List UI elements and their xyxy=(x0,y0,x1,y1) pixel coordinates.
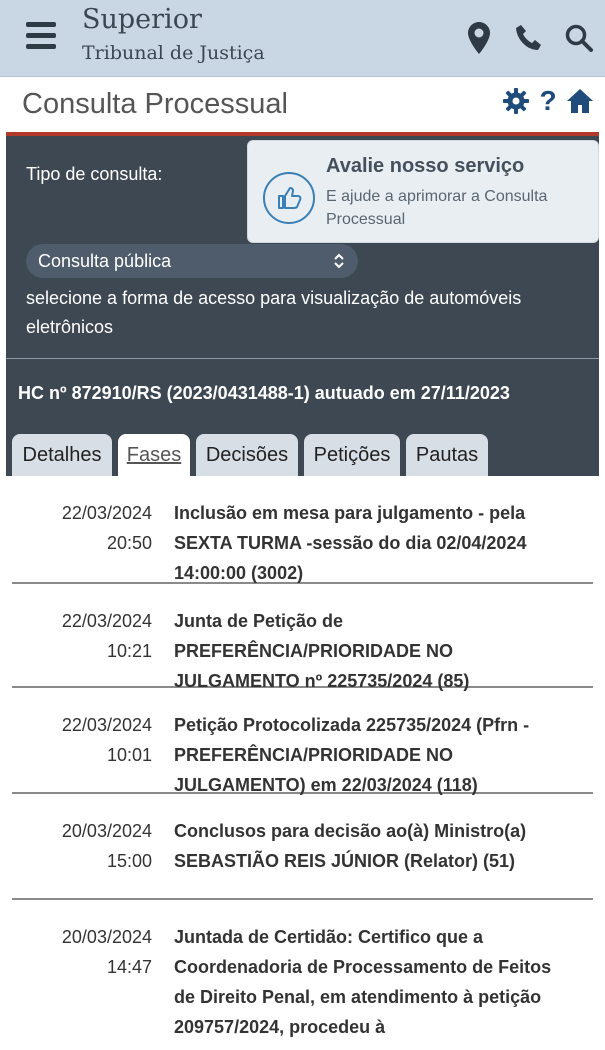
phase-datetime xyxy=(12,710,152,770)
popup-title: Avalie nosso serviço xyxy=(326,155,525,177)
brand-name: Superior xyxy=(82,4,202,35)
phase-datetime xyxy=(12,606,152,666)
select-value: Consulta pública xyxy=(38,251,172,271)
case-header xyxy=(6,358,599,432)
phase-date: 22/03/2024 xyxy=(61,715,152,735)
phase-datetime xyxy=(12,922,152,982)
phase-date: 20/03/2024 xyxy=(61,927,152,947)
app-header xyxy=(0,0,605,77)
phase-date: 22/03/2024 xyxy=(61,503,152,523)
phase-description: Petição Protocolizada 225735/2024 (Pfrn - PREFERÊNCIA/PRIORIDADE NO JULGAMENTO) em 22/03/2024 (118) xyxy=(174,715,530,795)
brand-subtitle: Tribunal de Justiça xyxy=(82,42,265,64)
case-number: HC nº 872910/RS (2023/0431488-1) autuado em 27/11/2023 xyxy=(18,383,510,403)
tab-peticoes[interactable]: Petições xyxy=(304,434,400,476)
helper-text: selecione a forma de acesso para visualização de automóveis eletrônicos xyxy=(26,288,522,337)
list-item xyxy=(12,476,593,584)
header-actions xyxy=(463,22,595,54)
list-item xyxy=(12,794,593,900)
feedback-popup[interactable] xyxy=(247,140,599,243)
tab-decisoes[interactable]: Decisões xyxy=(196,434,298,476)
phase-description: Conclusos para decisão ao(à) Ministro(a) SEBASTIÃO REIS JÚNIOR (Relator) (51) xyxy=(174,821,527,871)
phase-datetime xyxy=(12,498,152,558)
location-pin-icon[interactable] xyxy=(463,22,495,54)
title-actions xyxy=(503,85,593,116)
menu-icon[interactable] xyxy=(26,22,56,52)
phase-time: 14:47 xyxy=(106,957,152,977)
phase-datetime xyxy=(12,816,152,876)
tab-bar xyxy=(6,432,599,476)
help-icon[interactable]: ? xyxy=(539,85,557,116)
phase-date: 20/03/2024 xyxy=(61,821,152,841)
phase-description: Junta de Petição de PREFERÊNCIA/PRIORIDADE NO JULGAMENTO nº 225735/2024 (85) xyxy=(174,611,470,691)
tipo-consulta-select[interactable] xyxy=(26,244,358,278)
phase-date: 22/03/2024 xyxy=(61,611,152,631)
select-chevron-icon xyxy=(332,244,346,278)
phone-icon[interactable] xyxy=(513,22,545,54)
phase-description: Inclusão em mesa para julgamento - pela SEXTA TURMA -sessão do dia 02/04/2024 14:00:00 (3002) xyxy=(174,503,527,583)
thumbs-up-icon xyxy=(263,172,315,224)
phase-time: 20:50 xyxy=(106,533,152,553)
list-item xyxy=(12,584,593,691)
list-item xyxy=(12,688,593,794)
gear-icon[interactable] xyxy=(503,88,529,114)
popup-subtitle: E ajude a aprimorar a Consulta Processual xyxy=(326,188,548,228)
home-icon[interactable] xyxy=(567,88,593,114)
phase-description: Juntada de Certidão: Certifico que a Coordenadoria de Processamento de Feitos de Direito Penal, em atendimento à petição 209757/2024, procedeu à xyxy=(174,927,552,1037)
title-bar xyxy=(0,78,605,134)
tab-pautas[interactable]: Pautas xyxy=(406,434,488,476)
tab-fases[interactable]: Fases xyxy=(118,434,190,476)
phase-time: 10:21 xyxy=(106,641,152,661)
tipo-consulta-label: Tipo de consulta: xyxy=(26,164,163,184)
list-item xyxy=(12,900,593,1050)
search-icon[interactable] xyxy=(563,22,595,54)
page-title: Consulta Processual xyxy=(22,88,288,120)
phase-time: 15:00 xyxy=(106,851,152,871)
phase-time: 10:01 xyxy=(106,745,152,765)
phases-list xyxy=(6,476,599,1037)
tab-detalhes[interactable]: Detalhes xyxy=(12,434,112,476)
